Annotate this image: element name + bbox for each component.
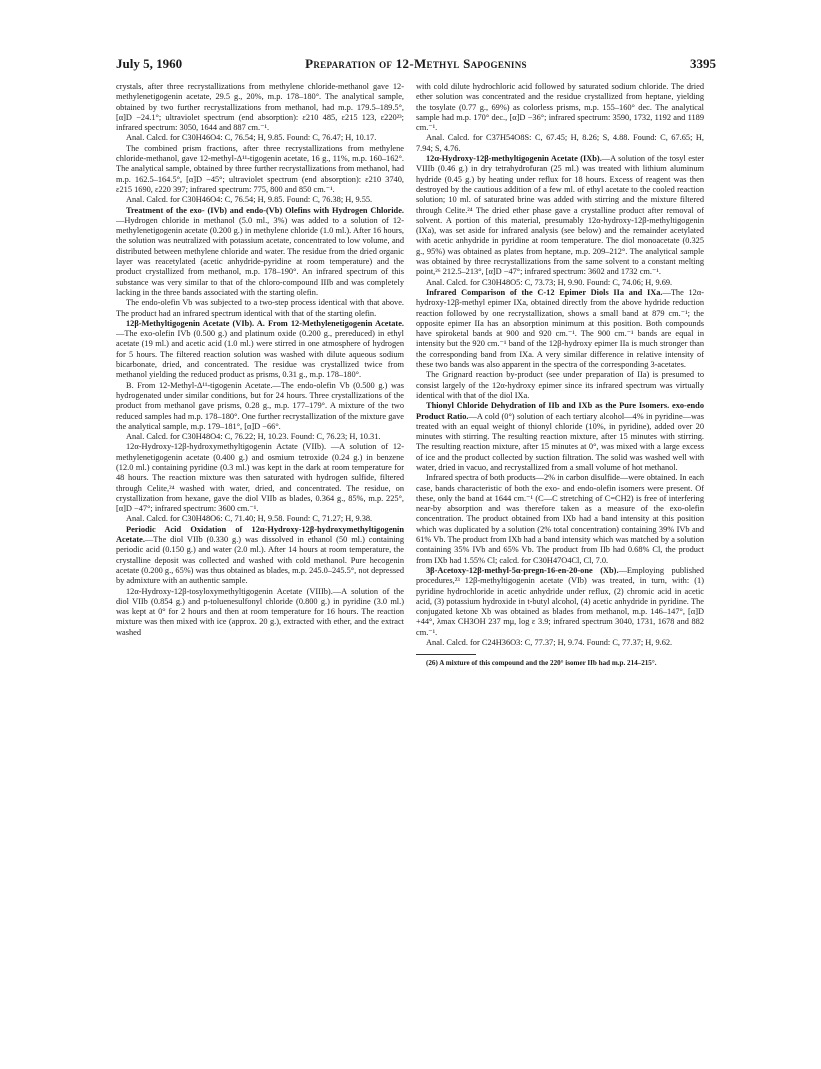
- paragraph: [116, 133, 404, 143]
- section-paragraph: [116, 206, 404, 299]
- paragraph: [416, 133, 704, 154]
- paragraph: [116, 587, 404, 638]
- section-heading: Infrared Comparison of the C-12 Epimer Diols IIa and IXa.: [426, 287, 663, 297]
- paragraph-text: Anal. Calcd. for C30H48O4: C, 76.22; H, 10.23. Found: C, 76.23; H, 10.31.: [126, 432, 381, 442]
- section-paragraph: [416, 566, 704, 638]
- paragraph-text: The combined prism fractions, after three recrystallizations from methylene chloride-methanol, gave 12-methyl-Δ¹¹-tigogenin acetate, 16 g., 11%, m.p. 160–162°. The analytical sample, obtained by three further recrystallizations from methanol, had m.p. 162.5–164.5°, [α]D −45°; ultraviolet spectrum (end absorption): ε210 3740, ε215 1690, ε220 397; infrared spectrum: 775, 800 and 850 cm.⁻¹.: [116, 143, 404, 194]
- section-paragraph: [416, 288, 704, 370]
- section-paragraph: [116, 319, 404, 381]
- paragraph-text: The Grignard reaction by-product (see under preparation of IIa) is presumed to consist largely of the 12α-hydroxy epimer since its infrared spectrum was virtually identical with that of the diol IXa.: [416, 370, 704, 400]
- section-heading: Treatment of the exo- (IVb) and endo-(Vb) Olefins with Hydrogen Chloride.: [126, 205, 404, 215]
- footnote: (26) A mixture of this compound and the 220° isomer IIb had m.p. 214–215°.: [426, 659, 657, 668]
- paragraph: [416, 638, 704, 648]
- header-date: July 5, 1960: [116, 56, 183, 71]
- right-column: [416, 82, 704, 668]
- paragraph-text: —The exo-olefin IVb (0.500 g.) and platinum oxide (0.200 g., prereduced) in ethyl acetate (19 ml.) and acetic acid (1.0 ml.) were stirred in one atmosphere of hydrogen for 5 hours. The filtered reaction solution was washed with dilute aqueous sodium bicarbonate, dried, and concentrated. The residue was crystallized twice from methanol yielding the reduced product as prisms, 0.31 g., m.p. 178–180°.: [116, 329, 404, 380]
- paragraph: [116, 298, 404, 319]
- paragraph: [116, 195, 404, 205]
- section-heading: 3β-Acetoxy-12β-methyl-5α-pregn-16-en-20-one (Xb).: [426, 565, 619, 575]
- paragraph-text: Infrared spectra of both products—2% in carbon disulfide—were obtained. In each case, bands characteristic of both the exo- and endo-olefin isomers were present. Of these, only the band at 1644 cm.⁻¹ (C—C stretching of C=CH2) is free of interfering near-by absorption and was therefore taken as a measure of the exo-olefin concentration. The product obtained from IXb had a band intensity at this position which was duplicated by a solution (2% total concentration) containing 39% IVb and 61% Vb. The product from IXb had a band intensity which was matched by a solution containing 35% IVb and 65% Vb. The product from IIb had 0.68% Cl, the product from IXb had 1.55% Cl; calcd. for C30H47O4Cl, Cl, 7.0.: [416, 473, 704, 565]
- paragraph: [116, 514, 404, 524]
- left-column: [116, 82, 404, 638]
- paragraph-text: Anal. Calcd. for C30H48O6: C, 71.40; H, 9.58. Found: C, 71.27; H, 9.38.: [126, 514, 373, 524]
- page-number: 3395: [690, 56, 716, 71]
- paragraph-text: B. From 12-Methyl-Δ¹¹-tigogenin Acetate.—The endo-olefin Vb (0.500 g.) was hydrogenated under similar conditions, but for 24 hours. Three crystallizations of the product from methanol gave prisms, 0.28 g., m.p. 177–179°. A mixture of the two reduced samples had m.p. 178–180°. One further recrystallization of the mixture gave the analytical sample, m.p. 179–181°, [α]D −66°.: [116, 380, 404, 431]
- paragraph-text: Anal. Calcd. for C30H48O5: C, 73.73; H, 9.90. Found: C, 74.06; H, 9.69.: [426, 277, 673, 287]
- paragraph-text: Anal. Calcd. for C30H46O4: C, 76.54; H, 9.85. Found: C, 76.38; H, 9.55.: [126, 195, 373, 205]
- paragraph: [416, 278, 704, 288]
- paragraph: [116, 442, 404, 514]
- section-paragraph: [116, 525, 404, 587]
- section-paragraph: [416, 401, 704, 473]
- paragraph: [116, 432, 404, 442]
- paragraph-text: Anal. Calcd. for C37H54O8S: C, 67.45; H, 8.26; S, 4.88. Found: C, 67.65; H, 7.94; S, 4.76.: [416, 133, 704, 153]
- paragraph-text: —A cold (0°) solution of each tertiary alcohol—4% in pyridine—was treated with an equal weight of thionyl chloride (10%, in pyridine), added over 20 minutes with stirring. The resulting reaction mixture, after 15 minutes with stirring. The resulting reaction mixture, after 15 minutes at 0°, was mixed with a large excess of ice and the product collected by suction filtration. The solid was washed well with water, dried in vacuo, and recrystallized from a small volume of hot methanol.: [416, 411, 704, 472]
- paragraph: [416, 370, 704, 401]
- right-column-body: [416, 82, 704, 648]
- section-heading: Periodic Acid Oxidation of 12α-Hydroxy-12β-hydroxymethyltigogenin Acetate.: [116, 524, 404, 545]
- section-paragraph: [416, 154, 704, 278]
- paragraph-text: Anal. Calcd. for C24H36O3: C, 77.37; H, 9.74. Found: C, 77.37; H, 9.62.: [426, 638, 673, 648]
- paragraph-text: 12α-Hydroxy-12β-hydroxymethyltigogenin Actate (VIIb). —A solution of 12-methylenetigogenin acetate (0.400 g.) and osmium tetroxide (0.24 g.) in benzene (12.0 ml.) containing pyridine (0.3 ml.) was kept in the dark at room temperature for 48 hours. The reaction mixture was then saturated with hydrogen sulfide, filtered through Celite,²⁴ washed with water, dried, and concentrated. The residue, on crystallization from hexane, gave the diol VIIb as blades, 0.364 g., 85%, m.p. 225°, [α]D −47°; infrared spectrum: 3600 cm.⁻¹.: [116, 442, 404, 514]
- paragraph-text: crystals, after three recrystallizations from methylene chloride-methanol gave 12-methylenetigogenin acetate, 29.5 g., 20%, m.p. 178–180°. The analytical sample, obtained by two further recrystallizations from methanol, had m.p. 179.5–189.5°, [α]D −24.1°; ultraviolet spectrum (end absorption): ε210 485, ε215 123, ε220²³; infrared spectrum: 3050, 1644 and 887 cm.⁻¹.: [116, 82, 404, 133]
- paragraph-text: with cold dilute hydrochloric acid followed by saturated sodium chloride. The dried ether solution was concentrated and the residue crystallized from heptane, yielding the tosylate (0.77 g., 69%) as colorless prisms, m.p. 155–160° dec. The analytical sample had m.p. 170° dec., [α]D −36°; infrared spectrum: 3590, 1732, 1192 and 1189 cm.⁻¹.: [416, 82, 704, 133]
- running-header: [116, 56, 716, 72]
- paragraph: [116, 381, 404, 432]
- section-heading: 12α-Hydroxy-12β-methyltigogenin Acetate (IXb).: [426, 154, 602, 164]
- header-title: Preparation of 12-Methyl Sapogenins: [305, 56, 527, 71]
- section-heading: 12β-Methyltigogenin Acetate (VIb). A. From 12-Methylenetigogenin Acetate.: [126, 318, 404, 328]
- paragraph-text: —The diol VIIb (0.330 g.) was dissolved in ethanol (50 ml.) containing periodic acid (0.150 g.) and water (2.0 ml.). After 14 hours at room temperature, the crystalline deposit was collected and washed with cold methanol. Pure hecogenin acetate (0.200 g., 65%) was thus obtained as blades, m.p. 245.0–245.5°, not depressed by admixture with an authentic sample.: [116, 535, 404, 586]
- paragraph-text: —The 12α-hydroxy-12β-methyl epimer IXa, obtained directly from the above hydride reduction reaction followed by one recrystallization, shows a small band at 879 cm.⁻¹; the opposite epimer IIa has an absorption minimum at this position. Both compounds have spiroketal bands at 900 and 920 cm.⁻¹. The 900 cm.⁻¹ bands are equal in intensity but the 920 cm.⁻¹ band of the 12β-hydroxy epimer IIa is much stronger than the corresponding band from IXa. A very similar difference in relative intensity of these two bands was also apparent in the spectra of the corresponding 3-acetates.: [416, 287, 704, 370]
- paragraph-text: 12α-Hydroxy-12β-tosyloxymethyltigogenin Acetate (VIIIb).—A solution of the diol VIIb (0.854 g.) and p-toluenesulfonyl chloride (0.800 g.) in pyridine (3.0 ml.) was kept at 0° for 2 hours and then at room temperature for 16 hours. The reaction mixture was then mixed with ice (approx. 20 g.), extracted with ether, and the extract washed: [116, 586, 404, 637]
- paragraph-text: —Employing published procedures,²³ 12β-methyltigogenin acetate (VIb) was treated, in turn, with: (1) pyridine hydrochloride in acetic anhydride under reflux, (2) chromic acid in acetic acid, (3) potassium hydroxide in t-butyl alcohol, (4) acetic anhydride in pyridine. The conjugated ketone Xb was obtained as blades from methanol, m.p. 146–147°, [α]D +44°, λmax CH3OH 237 mμ, log ε 3.9; infrared spectrum 3040, 1731, 1678 and 882 cm.⁻¹.: [416, 565, 704, 637]
- paragraph-text: The endo-olefin Vb was subjected to a two-step process identical with that above. The product had an infrared spectrum identical with that of the starting olefin.: [116, 298, 404, 318]
- paragraph: [116, 82, 404, 133]
- paragraph: [116, 144, 404, 195]
- paragraph-text: —A solution of the tosyl ester VIIIb (0.46 g.) in dry tetrahydrofuran (25 ml.) was treated with lithium aluminum hydride (0.45 g.) by heating under reflux for 18 hours. Excess of reagent was then destroyed by the cautious addition of a few ml. of ethyl acetate to the cooled reaction solution; 10 ml. of saturated brine was added with stirring and the mixture filtered through Celite.²⁴ The dried ether phase gave a crystalline product after removal of solvent. A portion of this material, presumably 12α-hydroxy-12β-methyltigogenin (IXa), was set aside for infrared analysis (see below) and the remainder acetylated with acetic anhydride in pyridine at room temperature. The diol monoacetate (0.325 g., 95%) was obtained as plates from heptane, m.p. 209–212°. The analytical sample was obtained by three recrystallizations from the same solvent to a constant melting point,²⁶ 212.5–213°, [α]D −47°; infrared spectrum: 3602 and 1732 cm.⁻¹.: [416, 154, 704, 277]
- paragraph-text: —Hydrogen chloride in methanol (5.0 ml., 3%) was added to a solution of 12-methylenetigogenin acetate (0.200 g.) in methylene chloride (1.0 ml.). After 16 hours, the solution was neutralized with potassium acetate, concentrated to low volume, and distributed between methylene chloride and water. The residue from the dried organic layer was reacetylated (acetic anhydride-pyridine at room temperature) and the product crystallized from methanol, m.p. 178–190°. An infrared spectrum of this substance was very similar to that of the chloro-compound IIIb and was completely lacking in the three bands associated with the starting olefin.: [116, 215, 404, 297]
- footnote-rule: [416, 654, 476, 655]
- section-heading: Thionyl Chloride Dehydration of IIb and IXb as the Pure Isomers. exo-endo Product Ratio.: [416, 401, 704, 421]
- paragraph: [416, 473, 704, 566]
- paragraph: [416, 82, 704, 133]
- paragraph-text: Anal. Calcd. for C30H46O4: C, 76.54; H, 9.85. Found: C, 76.47; H, 10.17.: [126, 133, 377, 143]
